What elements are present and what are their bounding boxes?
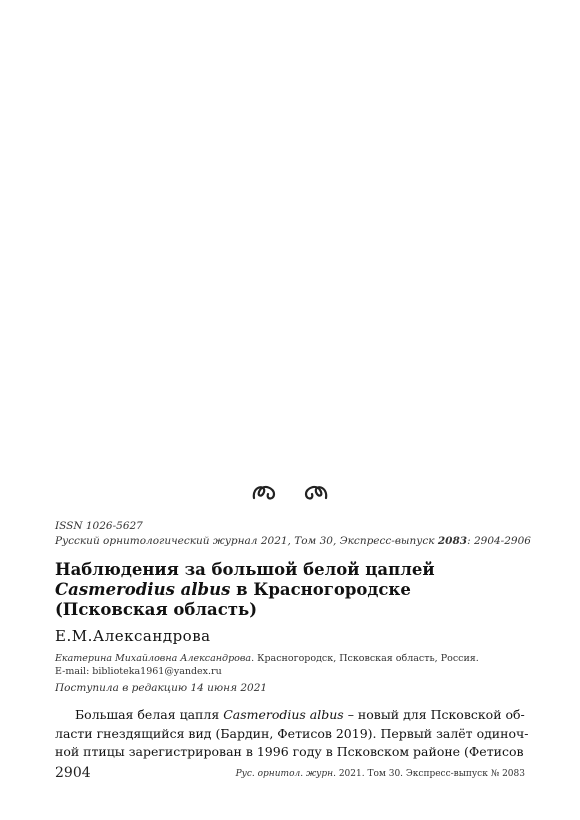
running-rest: 2021. Том 30. Экспресс-выпуск № 2083 [335,769,525,779]
running-journal: Рус. орнитол. журн. [235,769,336,779]
received-date: Поступила в редакцию 14 июня 2021 [55,682,268,694]
title-line-1: Наблюдения за большой белой цаплей [55,560,435,579]
affiliation-place: . Красногородск, Псковская область, Россия. [251,653,479,664]
journal-prefix: Русский орнитологический журнал 2021, Том 30, Экспресс-выпуск [55,535,438,547]
author-name: Е.М.Александрова [55,627,211,645]
page-range: : 2904-2906 [467,535,531,547]
ornament-icon [250,478,330,506]
title-line-3: (Псковская область) [55,600,258,619]
title-line-2 [55,580,525,600]
body-line-2: ласти гнездящийся вид (Бардин, Фетисов 2019). Первый залёт одиноч- [55,725,529,741]
running-footer [236,769,525,779]
title-species: Casmerodius albus [55,580,231,599]
ornament-divider [0,478,580,512]
body-line-3: ной птицы зарегистрирован в 1996 году в Псковском районе (Фетисов [55,744,524,759]
body-line-1 [55,706,525,725]
issn: ISSN 1026-5627 [55,520,143,532]
body-line-1-a: Большая белая цапля [75,707,224,722]
author-email: E-mail: biblioteka1961@yandex.ru [55,666,222,677]
affiliation-name: Екатерина Михайловна Александрова [55,653,252,664]
issue-number: 2083 [437,535,468,547]
body-text [55,706,529,762]
title-line-2-rest: в Красногородске [230,580,411,599]
journal-citation [55,535,531,547]
article-title [55,560,525,620]
affiliation [55,652,525,678]
page-number: 2904 [55,765,91,781]
body-species: Casmerodius albus [223,707,344,722]
body-line-1-b: – новый для Псковской об- [343,707,525,722]
